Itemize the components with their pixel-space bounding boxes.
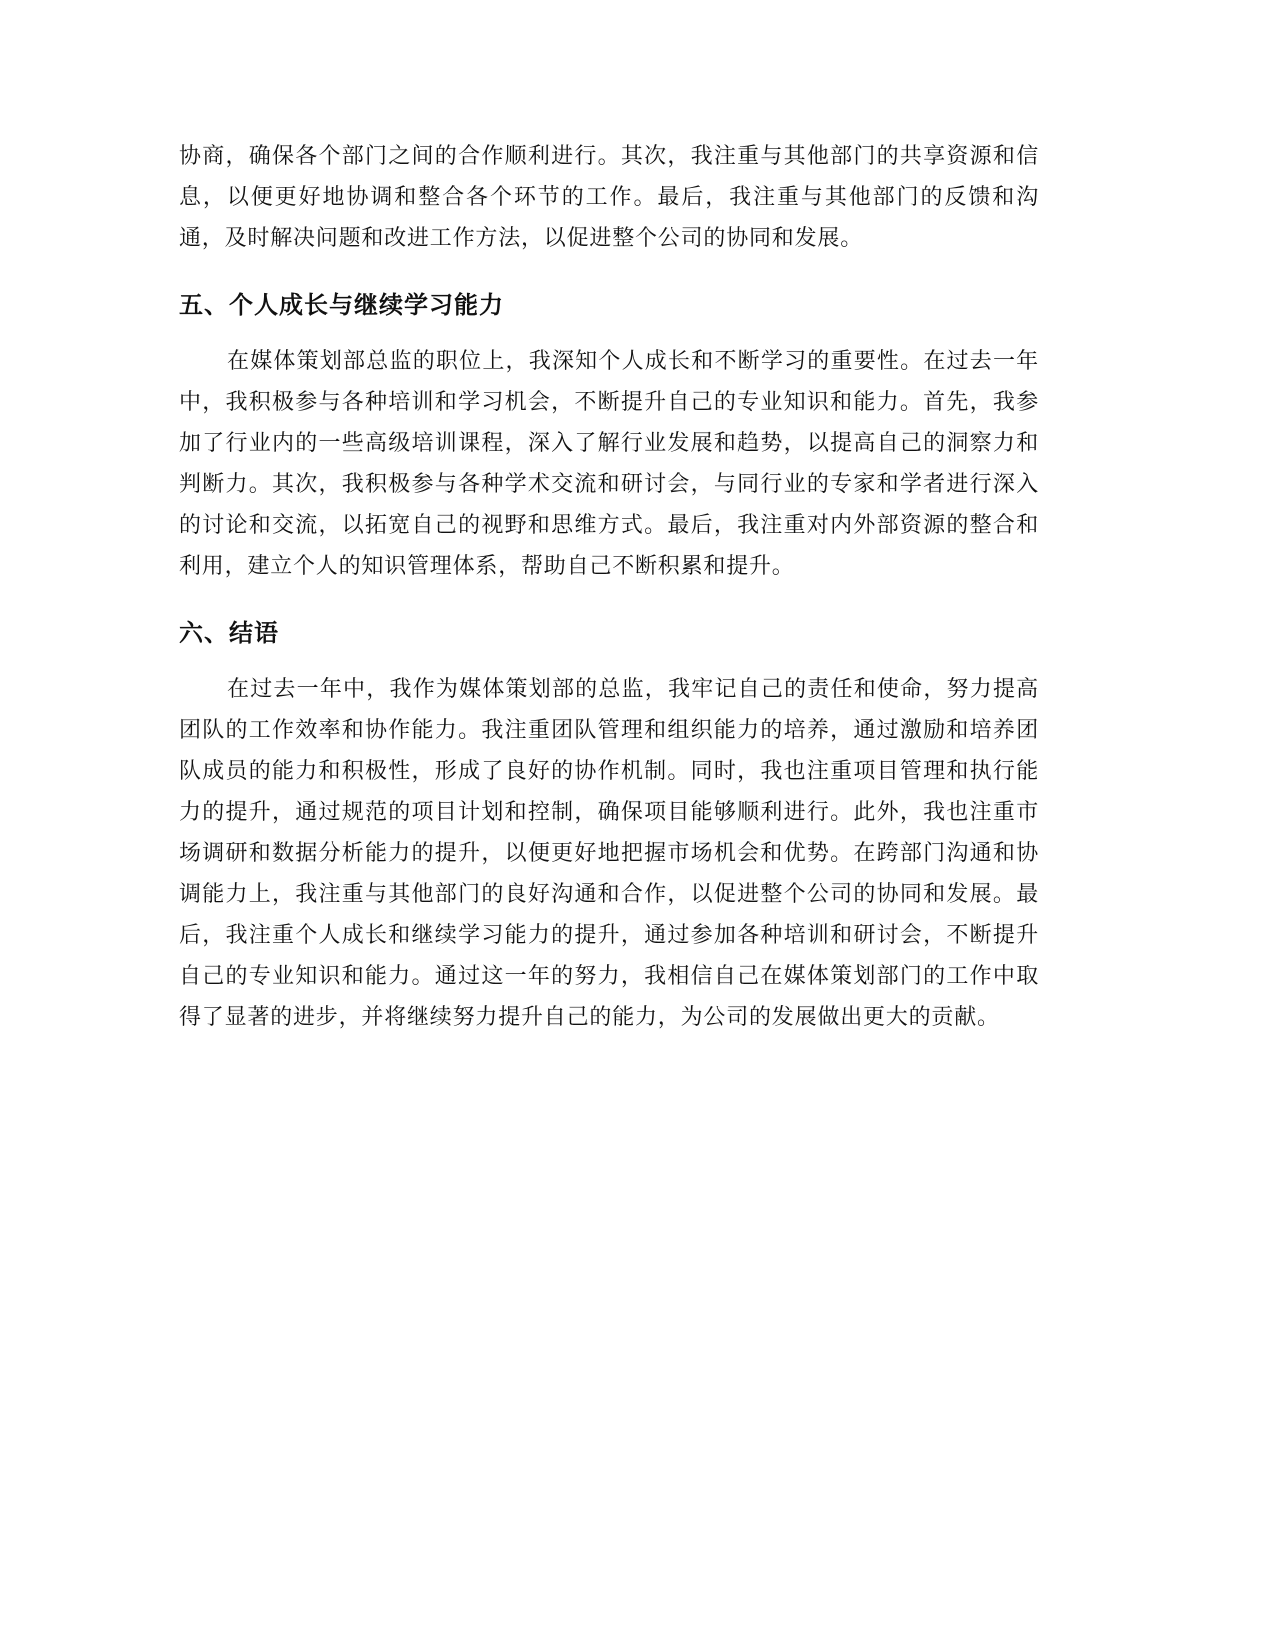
- section-paragraph-personal-growth: 在媒体策划部总监的职位上，我深知个人成长和不断学习的重要性。在过去一年中，我积极参与各种培训和学习机会，不断提升自己的专业知识和能力。首先，我参加了行业内的一些高级培训课程，深入了解行业发展和趋势，以提高自己的洞察力和判断力。其次，我积极参与各种学术交流和研讨会，与同行业的专家和学者进行深入的讨论和交流，以拓宽自己的视野和思维方式。最后，我注重对内外部资源的整合和利用，建立个人的知识管理体系，帮助自己不断积累和提升。: [179, 349, 1039, 579]
- section-heading-conclusion: 六、结语: [179, 619, 279, 647]
- section-heading-personal-growth: 五、个人成长与继续学习能力: [179, 291, 504, 319]
- document-body: [179, 136, 1039, 1038]
- section-paragraph-conclusion: 在过去一年中，我作为媒体策划部的总监，我牢记自己的责任和使命，努力提高团队的工作效率和协作能力。我注重团队管理和组织能力的培养，通过激励和培养团队成员的能力和积极性，形成了良好的协作机制。同时，我也注重项目管理和执行能力的提升，通过规范的项目计划和控制，确保项目能够顺利进行。此外，我也注重市场调研和数据分析能力的提升，以便更好地把握市场机会和优势。在跨部门沟通和协调能力上，我注重与其他部门的良好沟通和合作，以促进整个公司的协同和发展。最后，我注重个人成长和继续学习能力的提升，通过参加各种培训和研讨会，不断提升自己的专业知识和能力。通过这一年的努力，我相信自己在媒体策划部门的工作中取得了显著的进步，并将继续努力提升自己的能力，为公司的发展做出更大的贡献。: [179, 677, 1039, 1030]
- continuation-paragraph: 协商，确保各个部门之间的合作顺利进行。其次，我注重与其他部门的共享资源和信息，以便更好地协调和整合各个环节的工作。最后，我注重与其他部门的反馈和沟通，及时解决问题和改进工作方法，以促进整个公司的协同和发展。: [179, 144, 1039, 251]
